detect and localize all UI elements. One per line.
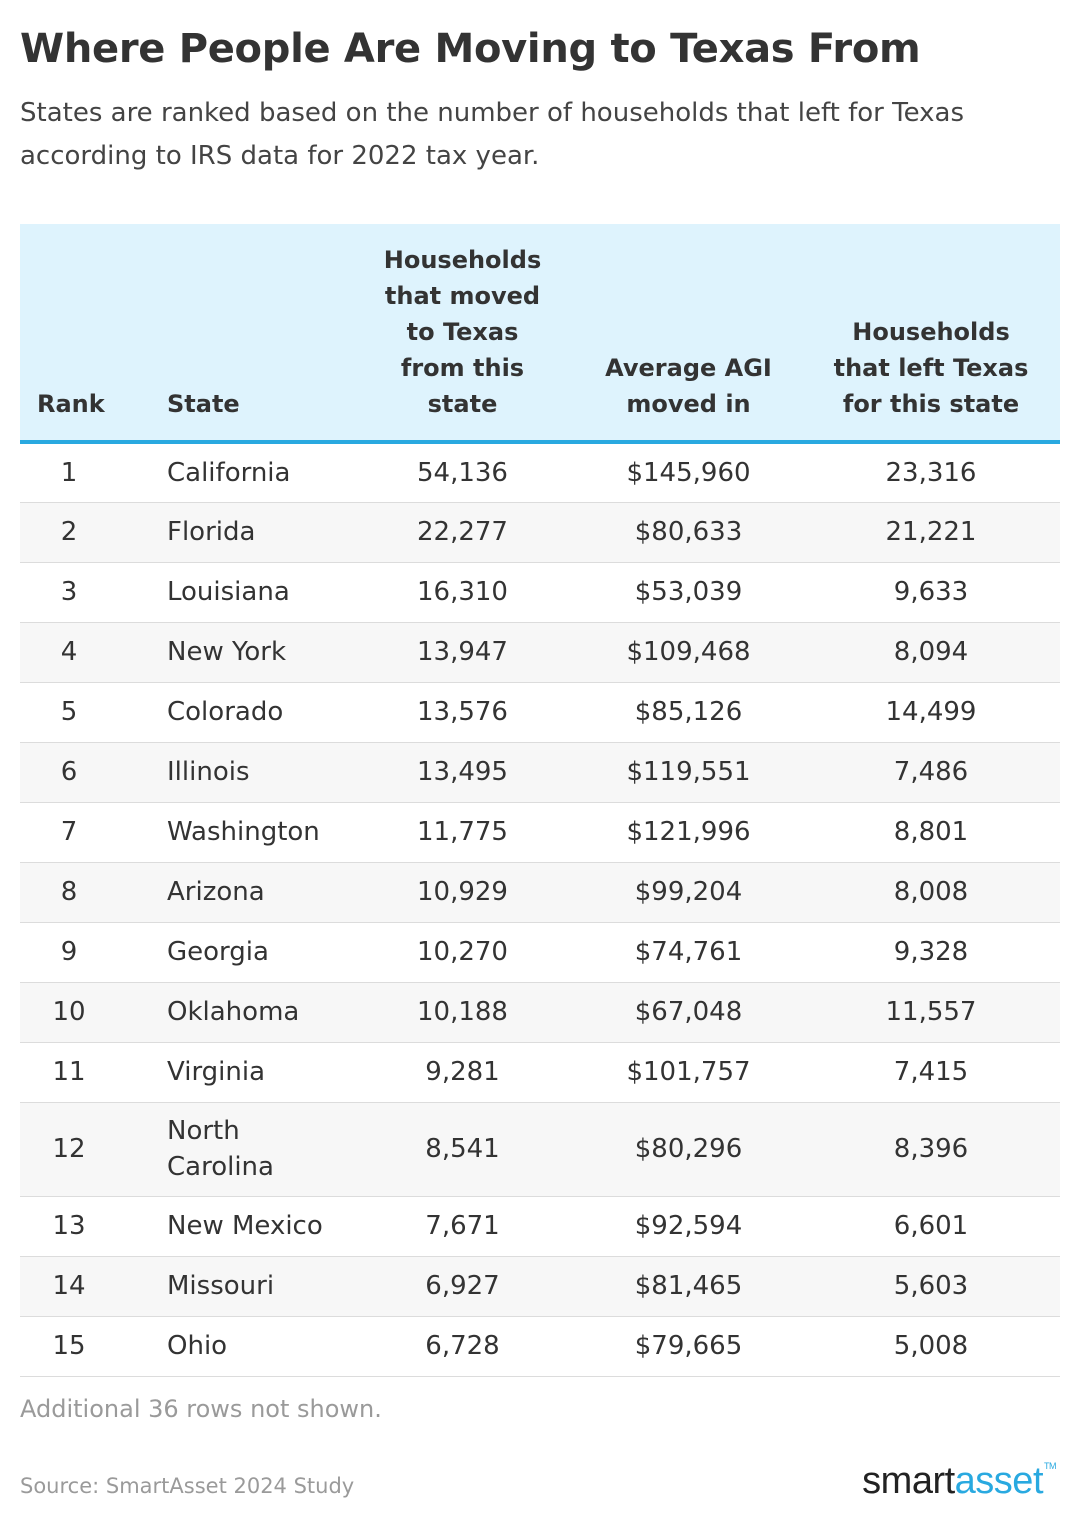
logo-asset-text: asset: [954, 1460, 1043, 1502]
cell-state: Missouri: [150, 1256, 350, 1316]
cell-average-agi: $121,996: [575, 802, 802, 862]
column-header-line: from this: [400, 354, 525, 382]
cell-rank: 3: [20, 562, 150, 622]
cell-households-moved-in: 8,541: [350, 1102, 575, 1196]
cell-households-moved-in: 13,947: [350, 622, 575, 682]
column-header-line: State: [167, 390, 240, 418]
cell-state: Florida: [150, 502, 350, 562]
table-row: [20, 802, 1060, 862]
cell-households-moved-out: 9,633: [802, 562, 1060, 622]
cell-households-moved-in: 11,775: [350, 802, 575, 862]
cell-rank: 14: [20, 1256, 150, 1316]
cell-rank: 4: [20, 622, 150, 682]
cell-state: Colorado: [150, 682, 350, 742]
cell-households-moved-in: 9,281: [350, 1042, 575, 1102]
table-row: [20, 1042, 1060, 1102]
column-header-line: Average AGI: [605, 354, 772, 382]
cell-households-moved-in: 10,188: [350, 982, 575, 1042]
cell-state: Ohio: [150, 1316, 350, 1376]
table-row: [20, 1102, 1060, 1196]
table-row: [20, 862, 1060, 922]
cell-state: Virginia: [150, 1042, 350, 1102]
cell-state: Illinois: [150, 742, 350, 802]
cell-rank: 6: [20, 742, 150, 802]
column-header-line: state: [427, 390, 498, 418]
cell-state: New York: [150, 622, 350, 682]
cell-households-moved-out: 8,801: [802, 802, 1060, 862]
cell-households-moved-out: 8,008: [802, 862, 1060, 922]
cell-average-agi: $145,960: [575, 442, 802, 502]
cell-households-moved-out: 21,221: [802, 502, 1060, 562]
cell-rank: 10: [20, 982, 150, 1042]
cell-average-agi: $99,204: [575, 862, 802, 922]
cell-state: California: [150, 442, 350, 502]
table-row: [20, 622, 1060, 682]
cell-average-agi: $74,761: [575, 922, 802, 982]
cell-average-agi: $80,633: [575, 502, 802, 562]
table-row: [20, 922, 1060, 982]
cell-state: Oklahoma: [150, 982, 350, 1042]
cell-rank: 2: [20, 502, 150, 562]
cell-households-moved-out: 11,557: [802, 982, 1060, 1042]
table-row: [20, 742, 1060, 802]
column-header-moved-out: [802, 224, 1060, 442]
data-table: [20, 224, 1060, 1377]
cell-rank: 5: [20, 682, 150, 742]
cell-rank: 12: [20, 1102, 150, 1196]
column-header-state: [150, 224, 350, 442]
cell-households-moved-out: 8,396: [802, 1102, 1060, 1196]
cell-households-moved-in: 22,277: [350, 502, 575, 562]
cell-households-moved-out: 23,316: [802, 442, 1060, 502]
rows-not-shown-note: Additional 36 rows not shown.: [20, 1395, 382, 1423]
cell-average-agi: $79,665: [575, 1316, 802, 1376]
cell-households-moved-out: 14,499: [802, 682, 1060, 742]
column-header-line: moved in: [626, 390, 751, 418]
cell-average-agi: $85,126: [575, 682, 802, 742]
table-body: [20, 442, 1060, 1376]
cell-rank: 8: [20, 862, 150, 922]
cell-rank: 13: [20, 1196, 150, 1256]
column-header-line: Rank: [37, 390, 105, 418]
chart-title: Where People Are Moving to Texas From: [20, 26, 921, 72]
column-header-line: for this state: [842, 390, 1020, 418]
cell-average-agi: $109,468: [575, 622, 802, 682]
cell-average-agi: $81,465: [575, 1256, 802, 1316]
cell-households-moved-out: 6,601: [802, 1196, 1060, 1256]
table-row: [20, 682, 1060, 742]
cell-households-moved-in: 13,495: [350, 742, 575, 802]
table-row: [20, 1256, 1060, 1316]
cell-rank: 9: [20, 922, 150, 982]
cell-state: Washington: [150, 802, 350, 862]
cell-average-agi: $92,594: [575, 1196, 802, 1256]
logo-smart-text: smart: [862, 1460, 955, 1502]
smartasset-logo: [862, 1462, 1056, 1500]
cell-state: [150, 1102, 350, 1196]
source-credit: Source: SmartAsset 2024 Study: [20, 1474, 355, 1498]
table-row: [20, 442, 1060, 502]
cell-rank: 1: [20, 442, 150, 502]
column-header-line: Households: [852, 318, 1010, 346]
cell-state: Louisiana: [150, 562, 350, 622]
chart-subtitle: States are ranked based on the number of households that left for Texas according to IRS data for 2022 tax year.: [20, 98, 964, 171]
cell-households-moved-out: 7,415: [802, 1042, 1060, 1102]
cell-households-moved-out: 8,094: [802, 622, 1060, 682]
cell-households-moved-in: 54,136: [350, 442, 575, 502]
column-header-line: Households: [383, 246, 542, 274]
column-header-average-agi: [575, 224, 802, 442]
table-row: [20, 1316, 1060, 1376]
cell-average-agi: $67,048: [575, 982, 802, 1042]
cell-average-agi: $53,039: [575, 562, 802, 622]
cell-state-line: Carolina: [167, 1152, 274, 1182]
cell-state: Arizona: [150, 862, 350, 922]
column-header-line: that moved: [384, 282, 541, 310]
cell-households-moved-in: 13,576: [350, 682, 575, 742]
cell-households-moved-in: 6,728: [350, 1316, 575, 1376]
cell-average-agi: $80,296: [575, 1102, 802, 1196]
cell-rank: 11: [20, 1042, 150, 1102]
column-header-moved-in: [350, 224, 575, 442]
cell-households-moved-in: 7,671: [350, 1196, 575, 1256]
cell-households-moved-in: 6,927: [350, 1256, 575, 1316]
cell-households-moved-in: 10,270: [350, 922, 575, 982]
column-header-line: to Texas: [406, 318, 519, 346]
cell-households-moved-out: 5,603: [802, 1256, 1060, 1316]
cell-households-moved-out: 7,486: [802, 742, 1060, 802]
column-header-line: that left Texas: [833, 354, 1029, 382]
cell-average-agi: $101,757: [575, 1042, 802, 1102]
logo-trademark: TM: [1044, 1461, 1056, 1471]
cell-households-moved-in: 16,310: [350, 562, 575, 622]
table-row: [20, 1196, 1060, 1256]
cell-state: New Mexico: [150, 1196, 350, 1256]
table-row: [20, 562, 1060, 622]
cell-households-moved-out: 9,328: [802, 922, 1060, 982]
cell-rank: 7: [20, 802, 150, 862]
table-header-row: [20, 224, 1060, 442]
column-header-rank: [20, 224, 150, 442]
table-row: [20, 982, 1060, 1042]
cell-average-agi: $119,551: [575, 742, 802, 802]
cell-rank: 15: [20, 1316, 150, 1376]
cell-state: Georgia: [150, 922, 350, 982]
table-row: [20, 502, 1060, 562]
cell-households-moved-out: 5,008: [802, 1316, 1060, 1376]
cell-state-line: North: [167, 1116, 240, 1146]
cell-households-moved-in: 10,929: [350, 862, 575, 922]
